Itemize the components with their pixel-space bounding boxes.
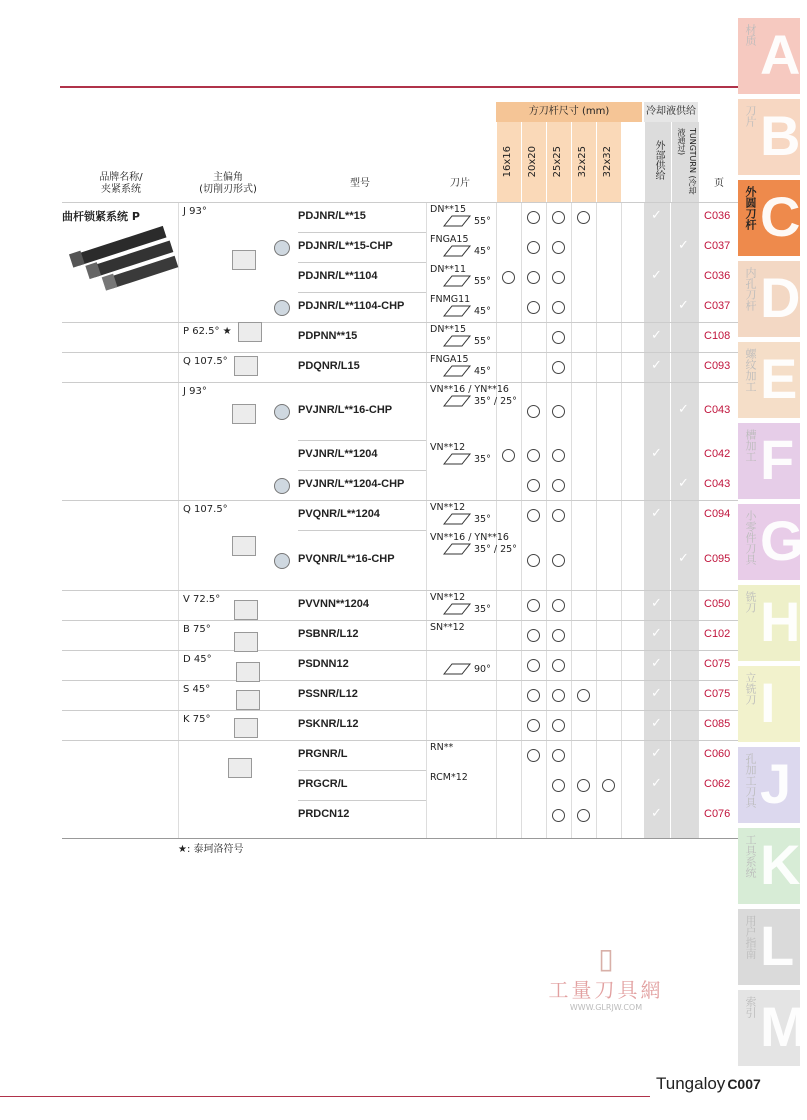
insert-shape-icon bbox=[442, 304, 472, 318]
page-ref[interactable]: C075 bbox=[704, 688, 731, 700]
col-line bbox=[571, 202, 572, 838]
check-icon: ✓ bbox=[651, 208, 662, 223]
col-line bbox=[178, 202, 179, 838]
watermark-text: 工量刀具網 bbox=[548, 978, 664, 1002]
col-line bbox=[698, 202, 699, 838]
insert-angle: 35° bbox=[474, 514, 491, 525]
page-ref[interactable]: C062 bbox=[704, 778, 731, 790]
model-code: PVJNR/L**1204 bbox=[298, 448, 378, 460]
tab-letter: G bbox=[760, 509, 804, 572]
availability-mark bbox=[527, 689, 540, 702]
cutting-edge-illustration bbox=[238, 322, 262, 342]
insert-name: VN**16 / YN**16 bbox=[430, 384, 509, 395]
check-icon: ✓ bbox=[651, 358, 662, 373]
page-ref[interactable]: C050 bbox=[704, 598, 731, 610]
insert-angle: 90° bbox=[474, 664, 491, 675]
availability-mark bbox=[552, 479, 565, 492]
model-code: PDPNN**15 bbox=[298, 330, 358, 342]
check-icon: ✓ bbox=[678, 238, 689, 253]
model-code: PVJNR/L**16-CHP bbox=[298, 404, 393, 416]
tab-letter: J bbox=[760, 752, 792, 815]
insert-shape-icon bbox=[442, 542, 472, 556]
tab-label: 小零件刀具 bbox=[744, 510, 757, 565]
tab-label: 内孔刀杆 bbox=[744, 267, 757, 311]
tab-label: 铣刀 bbox=[744, 591, 757, 613]
insert-header: 刀片 bbox=[450, 178, 470, 189]
top-rule bbox=[60, 86, 740, 88]
cutting-edge-illustration bbox=[236, 690, 260, 710]
size-label: 32x32 bbox=[602, 146, 613, 178]
cutting-angle: P 62.5° ★ bbox=[183, 326, 232, 337]
insert-name: SN**12 bbox=[430, 622, 465, 633]
table-row bbox=[298, 232, 426, 233]
insert-name: FNGA15 bbox=[430, 234, 469, 245]
model-code: PSBNR/L12 bbox=[298, 628, 359, 640]
insert-name: FNMG11 bbox=[430, 294, 471, 305]
table-row bbox=[62, 352, 738, 353]
table-row bbox=[62, 382, 738, 383]
availability-mark bbox=[527, 554, 540, 567]
page-ref[interactable]: C060 bbox=[704, 748, 731, 760]
check-icon: ✓ bbox=[651, 328, 662, 343]
page-ref[interactable]: C036 bbox=[704, 210, 731, 222]
model-code: PSSNR/L12 bbox=[298, 688, 358, 700]
tab-d[interactable] bbox=[738, 261, 800, 337]
model-code: PSKNR/L12 bbox=[298, 718, 359, 730]
model-code: PSDNN12 bbox=[298, 658, 349, 670]
check-icon: ✓ bbox=[651, 776, 662, 791]
tab-letter: M bbox=[760, 995, 807, 1058]
coolant-insert-icon bbox=[274, 240, 290, 256]
size-group-header: 方刀杆尺寸 (mm) bbox=[496, 102, 642, 122]
insert-angle: 35° bbox=[474, 604, 491, 615]
availability-mark bbox=[552, 659, 565, 672]
cutting-edge-illustration bbox=[236, 662, 260, 682]
availability-mark bbox=[552, 629, 565, 642]
size-col-header bbox=[521, 122, 546, 202]
table-row bbox=[298, 800, 426, 801]
insert-shape-icon bbox=[442, 364, 472, 378]
check-icon: ✓ bbox=[678, 476, 689, 491]
tab-label: 外圆刀杆 bbox=[744, 186, 757, 230]
table-row bbox=[298, 262, 426, 263]
insert-angle: 55° bbox=[474, 336, 491, 347]
cutting-edge-illustration bbox=[232, 536, 256, 556]
insert-shape-icon bbox=[442, 394, 472, 408]
check-icon: ✓ bbox=[678, 298, 689, 313]
page-ref[interactable]: C095 bbox=[704, 553, 731, 565]
table-row bbox=[62, 650, 738, 651]
model-code: PVJNR/L**1204-CHP bbox=[298, 478, 405, 490]
insert-name: DN**15 bbox=[430, 324, 467, 335]
page-ref[interactable]: C043 bbox=[704, 404, 731, 416]
availability-mark bbox=[577, 809, 590, 822]
page-ref[interactable]: C075 bbox=[704, 658, 731, 670]
brand-cell: 曲杆锁紧系统 P bbox=[62, 210, 140, 223]
availability-mark bbox=[527, 629, 540, 642]
coolant-external-col bbox=[644, 122, 671, 202]
check-icon: ✓ bbox=[678, 402, 689, 417]
page-ref[interactable]: C108 bbox=[704, 330, 731, 342]
insert-code bbox=[430, 622, 465, 633]
tab-h[interactable] bbox=[738, 585, 800, 661]
coolant-insert-icon bbox=[274, 404, 290, 420]
availability-mark bbox=[577, 689, 590, 702]
footnote: ★: 泰珂洛符号 bbox=[178, 844, 244, 855]
model-code: PDQNR/L15 bbox=[298, 360, 360, 372]
coolant-through-col bbox=[671, 122, 699, 202]
insert-shape-icon bbox=[442, 274, 472, 288]
brand-header: 品牌名称/ 夹紧系统 bbox=[99, 172, 143, 195]
availability-mark bbox=[527, 449, 540, 462]
watermark-url: WWW.GLRJW.COM bbox=[569, 1003, 643, 1012]
availability-mark bbox=[552, 331, 565, 344]
availability-mark bbox=[527, 509, 540, 522]
col-line bbox=[546, 202, 547, 838]
insert-name: DN**11 bbox=[430, 264, 467, 275]
availability-mark bbox=[527, 479, 540, 492]
size-label: 16x16 bbox=[502, 146, 513, 178]
page-ref[interactable]: C042 bbox=[704, 448, 731, 460]
check-icon: ✓ bbox=[678, 551, 689, 566]
cutting-edge-illustration bbox=[232, 250, 256, 270]
tab-label: 工具系统 bbox=[744, 834, 757, 878]
availability-mark bbox=[527, 659, 540, 672]
page-ref[interactable]: C085 bbox=[704, 718, 731, 730]
model-code: PDJNR/L**1104-CHP bbox=[298, 300, 405, 312]
cutting-edge-illustration bbox=[228, 758, 252, 778]
availability-mark bbox=[552, 749, 565, 762]
tab-letter: K bbox=[760, 833, 801, 896]
insert-name: VN**12 bbox=[430, 592, 466, 603]
availability-mark bbox=[527, 749, 540, 762]
table-row bbox=[62, 202, 738, 203]
tab-letter: I bbox=[760, 671, 776, 734]
tab-letter: E bbox=[760, 347, 798, 410]
model-code: PDJNR/L**15-CHP bbox=[298, 240, 393, 252]
cutting-angle: J 93° bbox=[183, 206, 207, 217]
watermark bbox=[536, 944, 676, 1012]
footer-brand: Tungaloy bbox=[656, 1074, 726, 1093]
table-row bbox=[62, 740, 738, 741]
col-line bbox=[670, 202, 671, 838]
availability-mark bbox=[552, 509, 565, 522]
model-code: PDJNR/L**1104 bbox=[298, 270, 378, 282]
coolant-group-header: 冷却液供给 bbox=[644, 102, 698, 122]
bottom-rule bbox=[0, 1096, 650, 1097]
table-row bbox=[62, 680, 738, 681]
insert-shape-icon bbox=[442, 214, 472, 228]
insert-shape-icon bbox=[442, 452, 472, 466]
tab-label: 刀片 bbox=[744, 105, 757, 127]
availability-mark bbox=[552, 405, 565, 418]
availability-mark bbox=[552, 301, 565, 314]
check-icon: ✓ bbox=[651, 746, 662, 761]
coolant-insert-icon bbox=[274, 300, 290, 316]
check-icon: ✓ bbox=[651, 596, 662, 611]
cutting-angle: D 45° bbox=[183, 654, 212, 665]
table-bottom-rule bbox=[62, 838, 738, 839]
col-line bbox=[426, 202, 427, 838]
cutting-edge-illustration bbox=[234, 718, 258, 738]
availability-mark bbox=[602, 779, 615, 792]
insert-angle: 45° bbox=[474, 246, 491, 257]
availability-mark bbox=[577, 779, 590, 792]
tab-m[interactable] bbox=[738, 990, 807, 1066]
watermark-logo: ▯ bbox=[598, 942, 614, 975]
tab-g[interactable] bbox=[738, 504, 804, 580]
page-header: 页 bbox=[714, 178, 724, 189]
insert-angle: 55° bbox=[474, 216, 491, 227]
size-col-header bbox=[546, 122, 571, 202]
size-col-header bbox=[571, 122, 596, 202]
size-col-header bbox=[596, 122, 621, 202]
insert-angle: 35° / 25° bbox=[474, 396, 517, 407]
table-row bbox=[62, 500, 738, 501]
table-row bbox=[62, 590, 738, 591]
availability-mark bbox=[552, 361, 565, 374]
tab-letter: L bbox=[760, 914, 795, 977]
check-icon: ✓ bbox=[651, 716, 662, 731]
size-col-header bbox=[496, 122, 521, 202]
tab-a[interactable] bbox=[738, 18, 800, 94]
insert-name: RN** bbox=[430, 742, 454, 753]
cutting-angle: Q 107.5° bbox=[183, 356, 228, 367]
table-row bbox=[298, 530, 426, 531]
insert-shape-icon bbox=[442, 602, 472, 616]
page-ref[interactable]: C037 bbox=[704, 240, 731, 252]
availability-mark bbox=[552, 271, 565, 284]
cutting-angle: Q 107.5° bbox=[183, 504, 228, 515]
availability-mark bbox=[527, 211, 540, 224]
footer-page: C007 bbox=[727, 1076, 761, 1092]
model-code: PRGCR/L bbox=[298, 778, 348, 790]
availability-mark bbox=[527, 719, 540, 732]
model-code: PDJNR/L**15 bbox=[298, 210, 366, 222]
page-ref[interactable]: C037 bbox=[704, 300, 731, 312]
model-code: PRGNR/L bbox=[298, 748, 348, 760]
tab-label: 索引 bbox=[744, 996, 757, 1018]
table-row bbox=[298, 440, 426, 441]
tab-label: 立铣刀 bbox=[744, 672, 757, 705]
tab-label: 孔加工刀具 bbox=[744, 753, 757, 808]
availability-mark bbox=[527, 405, 540, 418]
availability-mark bbox=[552, 689, 565, 702]
tab-label: 材质 bbox=[744, 24, 757, 46]
check-icon: ✓ bbox=[651, 806, 662, 821]
tab-letter: A bbox=[760, 23, 801, 86]
coolant-insert-icon bbox=[274, 478, 290, 494]
cutting-angle: S 45° bbox=[183, 684, 211, 695]
availability-mark bbox=[552, 449, 565, 462]
table-row bbox=[298, 470, 426, 471]
table-row bbox=[298, 770, 426, 771]
model-header: 型号 bbox=[350, 178, 370, 189]
cutting-edge-illustration bbox=[234, 356, 258, 376]
insert-name: DN**15 bbox=[430, 204, 467, 215]
table-row bbox=[298, 292, 426, 293]
availability-mark bbox=[552, 779, 565, 792]
insert-name: FNGA15 bbox=[430, 354, 469, 365]
availability-mark bbox=[502, 271, 515, 284]
size-label: 20x20 bbox=[527, 146, 538, 178]
insert-code bbox=[430, 772, 468, 783]
availability-mark bbox=[527, 271, 540, 284]
insert-name: VN**12 bbox=[430, 442, 466, 453]
col-line bbox=[596, 202, 597, 838]
insert-shape-icon bbox=[442, 512, 472, 526]
availability-mark bbox=[552, 241, 565, 254]
tab-e[interactable] bbox=[738, 342, 800, 418]
page-ref[interactable]: C043 bbox=[704, 478, 731, 490]
availability-mark bbox=[577, 211, 590, 224]
table-row bbox=[62, 710, 738, 711]
insert-shape-icon bbox=[442, 662, 472, 676]
coolant-insert-icon bbox=[274, 553, 290, 569]
availability-mark bbox=[527, 241, 540, 254]
insert-code bbox=[430, 742, 453, 753]
insert-name: VN**12 bbox=[430, 502, 466, 513]
tab-letter: F bbox=[760, 428, 795, 491]
footer bbox=[656, 1074, 761, 1094]
table-row bbox=[62, 620, 738, 621]
insert-angle: 35° / 25° bbox=[474, 544, 517, 555]
cutting-angle: J 93° bbox=[183, 386, 207, 397]
insert-angle: 45° bbox=[474, 306, 491, 317]
tab-label: 槽加工 bbox=[744, 429, 757, 462]
tab-k[interactable] bbox=[738, 828, 800, 904]
tool-holder-photo bbox=[70, 226, 176, 298]
size-label: 25x25 bbox=[552, 146, 563, 178]
check-icon: ✓ bbox=[651, 626, 662, 641]
col-line bbox=[621, 202, 622, 838]
cutting-angle: V 72.5° bbox=[183, 594, 221, 605]
cutting-edge-illustration bbox=[234, 632, 258, 652]
size-label: 32x25 bbox=[577, 146, 588, 178]
cutting-edge-illustration bbox=[234, 600, 258, 620]
page-ref[interactable]: C036 bbox=[704, 270, 731, 282]
check-icon: ✓ bbox=[651, 506, 662, 521]
tab-label: 用户指南 bbox=[744, 915, 757, 959]
tab-c[interactable] bbox=[738, 180, 800, 256]
cutting-edge-illustration bbox=[232, 404, 256, 424]
model-code: PRDCN12 bbox=[298, 808, 350, 820]
tab-j[interactable] bbox=[738, 747, 800, 823]
coolant-through-label: TUNGTURN (冷却液通过) bbox=[677, 128, 697, 195]
coolant-external-label: 外部供给 bbox=[653, 140, 664, 180]
insert-shape-icon bbox=[442, 244, 472, 258]
tab-label: 螺纹加工 bbox=[744, 348, 757, 392]
availability-mark bbox=[527, 599, 540, 612]
availability-mark bbox=[552, 211, 565, 224]
model-code: PVVNN**1204 bbox=[298, 598, 369, 610]
availability-mark bbox=[527, 301, 540, 314]
tab-letter: H bbox=[760, 590, 801, 653]
availability-mark bbox=[552, 599, 565, 612]
insert-name: RCM*12 bbox=[430, 772, 468, 783]
page-ref[interactable]: C093 bbox=[704, 360, 731, 372]
page-ref[interactable]: C094 bbox=[704, 508, 731, 520]
check-icon: ✓ bbox=[651, 268, 662, 283]
page-ref[interactable]: C102 bbox=[704, 628, 731, 640]
tab-b[interactable] bbox=[738, 99, 800, 175]
tab-f[interactable] bbox=[738, 423, 800, 499]
insert-angle: 55° bbox=[474, 276, 491, 287]
cutting-angle: B 75° bbox=[183, 624, 211, 635]
check-icon: ✓ bbox=[651, 656, 662, 671]
table-row bbox=[62, 322, 738, 323]
availability-mark bbox=[552, 719, 565, 732]
availability-mark bbox=[502, 449, 515, 462]
availability-mark bbox=[552, 809, 565, 822]
insert-shape-icon bbox=[442, 334, 472, 348]
col-line bbox=[521, 202, 522, 838]
insert-name: VN**16 / YN**16 bbox=[430, 532, 509, 543]
angle-header: 主偏角 (切削刃形式) bbox=[199, 172, 257, 195]
check-icon: ✓ bbox=[651, 446, 662, 461]
tab-letter: C bbox=[760, 185, 801, 248]
check-icon: ✓ bbox=[651, 686, 662, 701]
tab-l[interactable] bbox=[738, 909, 800, 985]
page-ref[interactable]: C076 bbox=[704, 808, 731, 820]
model-code: PVQNR/L**16-CHP bbox=[298, 553, 395, 565]
insert-angle: 35° bbox=[474, 454, 491, 465]
availability-mark bbox=[552, 554, 565, 567]
tab-letter: B bbox=[760, 104, 801, 167]
col-line bbox=[496, 202, 497, 838]
model-code: PVQNR/L**1204 bbox=[298, 508, 380, 520]
tab-i[interactable] bbox=[738, 666, 800, 742]
insert-angle: 45° bbox=[474, 366, 491, 377]
tab-letter: D bbox=[760, 266, 801, 329]
cutting-angle: K 75° bbox=[183, 714, 211, 725]
